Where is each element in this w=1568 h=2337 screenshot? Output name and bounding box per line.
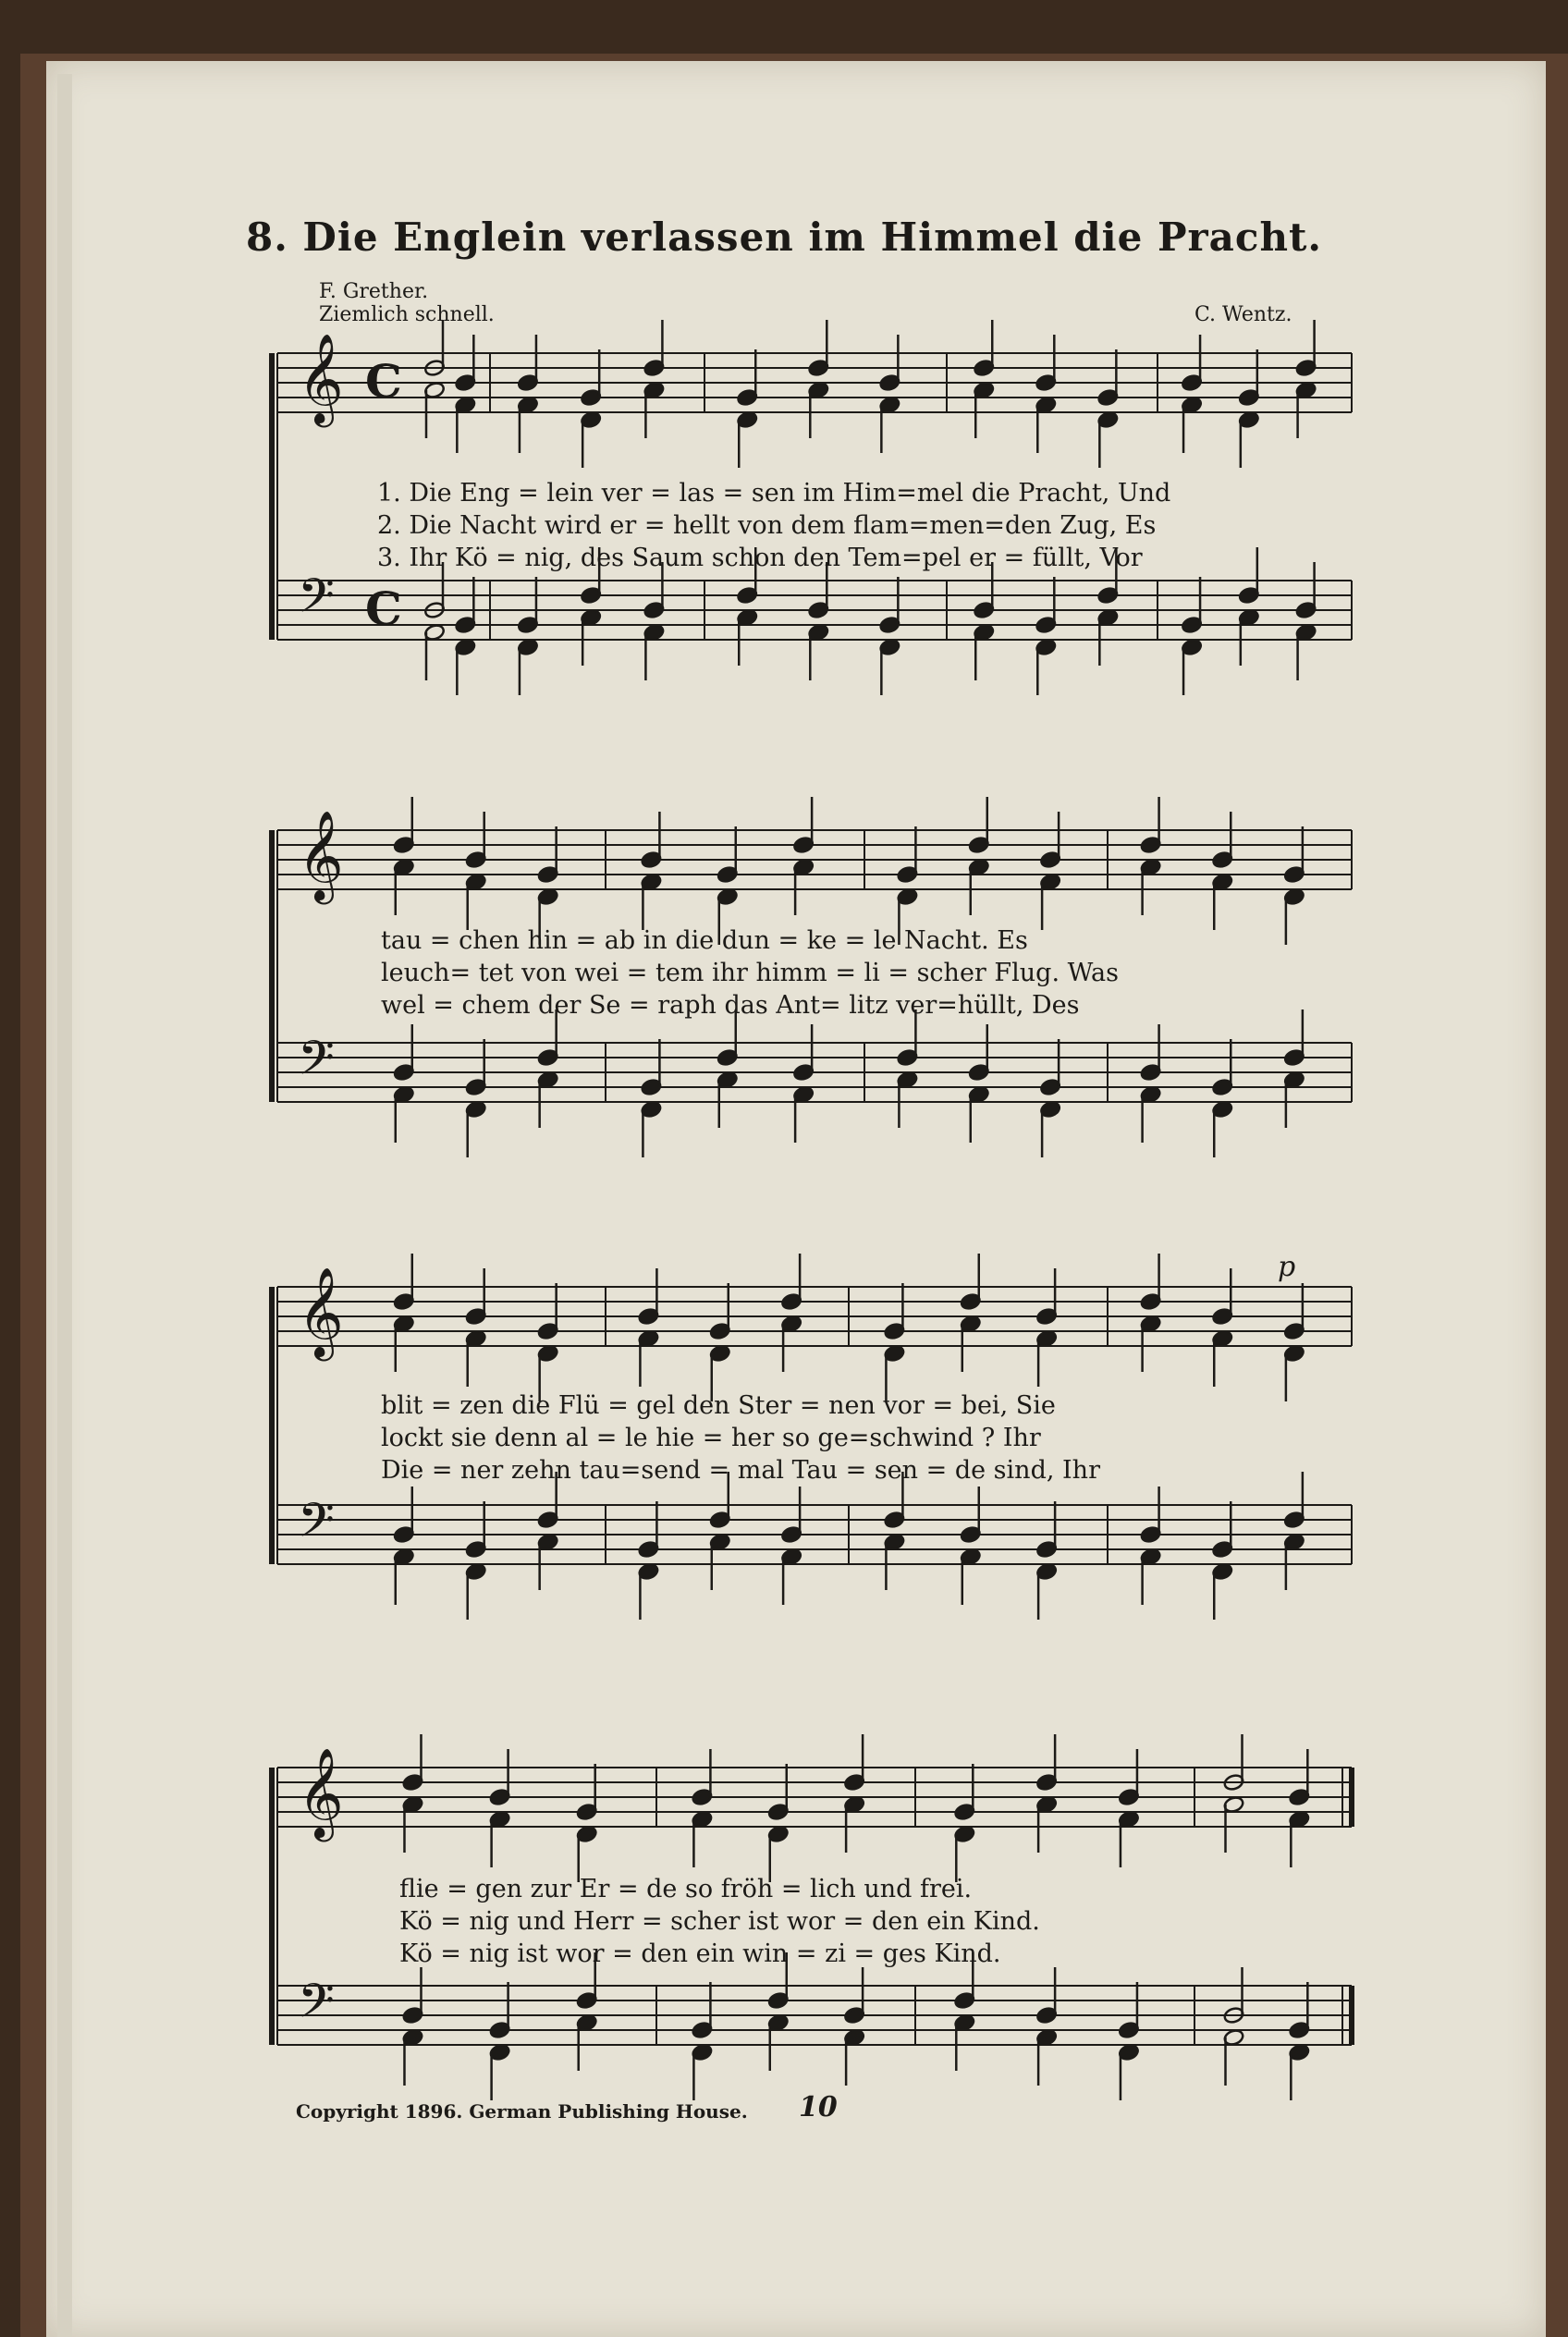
page-number: 10 <box>799 2091 838 2123</box>
verse-3-line-3: Die = ner zehn tau=send = mal Tau = sen = de sind, Ihr <box>381 1456 1100 1485</box>
copyright-footer: Copyright 1896. German Publishing House. <box>296 2100 748 2123</box>
verse-2-line-2: leuch= tet von wei = tem ihr himm = li = scher Flug. Was <box>381 959 1119 987</box>
dynamic-piano: p <box>1278 1251 1296 1283</box>
verse-2-line-1: 2. Die Nacht wird er = hellt von dem flam=men=den Zug, Es <box>377 511 1157 540</box>
treble-clef-icon: 𝄞 <box>298 810 344 900</box>
verse-1-line-1: 1. Die Eng = lein ver = las = sen im Him=mel die Pracht, Und <box>377 479 1171 508</box>
bass-clef-icon: 𝄢 <box>298 1030 335 1097</box>
common-time-icon: C <box>365 581 402 636</box>
hymn-title: 8. Die Englein verlassen im Himmel die Pracht. <box>245 214 1323 260</box>
treble-clef-icon: 𝄞 <box>298 1747 344 1838</box>
bass-clef-icon: 𝄢 <box>298 1492 335 1560</box>
verse-1-line-2: tau = chen hin = ab in die dun = ke = le Nacht. Es <box>381 926 1028 955</box>
verse-3-line-4: Kö = nig ist wor = den ein win = zi = ges Kind. <box>399 1939 1001 1968</box>
tempo-marking: Ziemlich schnell. <box>319 303 495 326</box>
bass-clef-icon: 𝄢 <box>298 568 335 635</box>
verse-3-line-2: wel = chem der Se = raph das Ant= litz ver=hüllt, Des <box>381 991 1080 1020</box>
treble-clef-icon: 𝄞 <box>298 1266 344 1357</box>
bass-clef-icon: 𝄢 <box>298 1973 335 2040</box>
verse-2-line-3: lockt sie denn al = le hie = her so ge=schwind ? Ihr <box>381 1424 1041 1452</box>
treble-clef-icon: 𝄞 <box>298 333 344 423</box>
verse-3-line-1: 3. Ihr Kö = nig, des Saum schon den Tem=pel er = füllt, Vor <box>377 544 1143 572</box>
lyricist-credit: F. Grether. <box>319 280 429 303</box>
verse-1-line-4: flie = gen zur Er = de so fröh = lich und frei. <box>399 1875 973 1903</box>
verse-1-line-3: blit = zen die Flü = gel den Ster = nen vor = bei, Sie <box>381 1391 1056 1420</box>
composer-credit: C. Wentz. <box>1194 303 1292 326</box>
common-time-icon: C <box>365 354 402 409</box>
verse-2-line-4: Kö = nig und Herr = scher ist wor = den ein Kind. <box>399 1907 1040 1936</box>
